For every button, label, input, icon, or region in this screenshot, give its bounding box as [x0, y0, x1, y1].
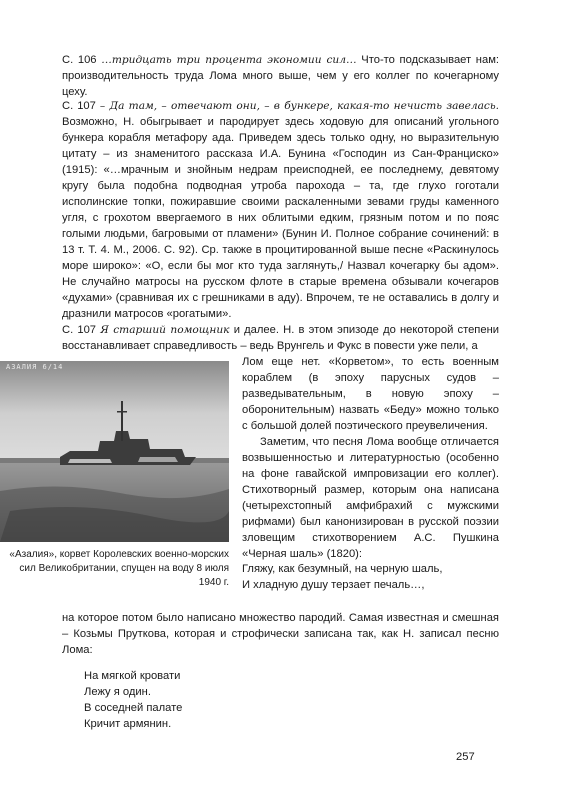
paragraph-text: Заметим, что песня Лома вообще отличается возвышенностью и литературностью (особенно на фоне гавайской импровизации его коллег). Стихотворный размер, которым она написана (четырехстопный амфибрахий с мужскими рифмами) был канонизирован в русской поэзии зловещим стихотворением А.С. Пушкина «Черная шаль» (1820): [242, 436, 499, 560]
verse-line: Лежу я один. [84, 686, 151, 698]
verse-line: Гляжу, как безумный, на черную шаль, [242, 563, 443, 575]
verse-line: Кричит армянин. [84, 718, 172, 730]
italic-quote: – Да там, – отвечают они, – в бункере, какая-то нечисть завелась. [99, 100, 499, 112]
paragraph-parodies: на которое потом было написано множество пародий. Самая известная и смешная – Козьмы Пруткова, которая и строфически записана так, как Н. записал песню Лома: [62, 612, 499, 656]
page-reference: С. 107 [62, 100, 96, 112]
prutkov-quote [84, 668, 384, 732]
photo-label: АЗАЛИЯ 6/14 [6, 363, 64, 371]
corvette-photo-image [0, 361, 229, 542]
pushkin-quote [242, 561, 499, 593]
paragraph-p107-mate-lead [62, 322, 499, 354]
paragraph-p107-bunker [62, 98, 499, 322]
verse-line: В соседней палате [84, 702, 183, 714]
paragraph-p107-mate-rest: Лом еще нет. «Корветом», то есть военным кораблем (в эпоху парусных судов – разведывательным, в новую эпоху – оборонительным) назвать «Беду» можно только с большой долей поэтического преувеличения. [242, 356, 499, 432]
corvette-photo [0, 361, 229, 542]
page-reference: С. 106 [62, 54, 97, 66]
italic-quote: Я старший помощник [100, 324, 230, 336]
paragraph-text: и далее. Н. в этом эпизоде до некоторой степени восстанавливает справедливость – ведь Врунгель и Фукс в повести уже пели, а [62, 324, 500, 352]
paragraph-p106 [62, 52, 499, 100]
page-reference: С. 107 [62, 324, 97, 336]
page-number: 257 [456, 751, 475, 763]
verse-line: И хладную душу терзает печаль…, [242, 579, 425, 591]
paragraph-text: Что-то подсказывает нам: производительность труда Лома много выше, чем у его коллег по кочегарному цеху. [62, 54, 500, 98]
verse-line: На мягкой кровати [84, 670, 181, 682]
paragraph-text: Возможно, Н. обыгрывает и пародирует здесь ходовую для описаний угольного бункера корабля метафору ада. Приведем здесь только одну, но выразительную цитату – из знаменитого рассказа И.А. Бунина «Господин из Сан-Франциско» (1915): «…мрачным и знойным недрам преисподней, ее последнему, девятому кругу была подобна подводная утроба парохода – та, где глухо гоготали исполинские топки, пожиравшие своими раскаленными зевами груды каменного угля, с грохотом ввергаемого в них облитыми едким, грязным потом и по пояс голыми людьми, багровыми от пламени» (Бунин И. Полное собрание сочинений: в 13 т. Т. 4. М., 2006. С. 92). Ср. также в процитированной выше песне «Раскинулось море широко»: «О, если бы мог кто туда заглянуть,/ Назвал кочегарку бы адом». Не случайно матросы на русском флоте в старые времена обзывали кочегаров «духами» (сравнивая их с грешниками в аду). Впрочем, те не оставались в долгу и дразнили матросов «рогатыми». [62, 116, 499, 320]
paragraph-black-shawl [242, 434, 499, 562]
photo-caption: «Азалия», корвет Королевских военно-морских сил Великобритании, спущен на воду 8 июля 1940 г. [9, 549, 229, 588]
italic-quote: …тридцать три процента экономии сил… [101, 54, 357, 66]
